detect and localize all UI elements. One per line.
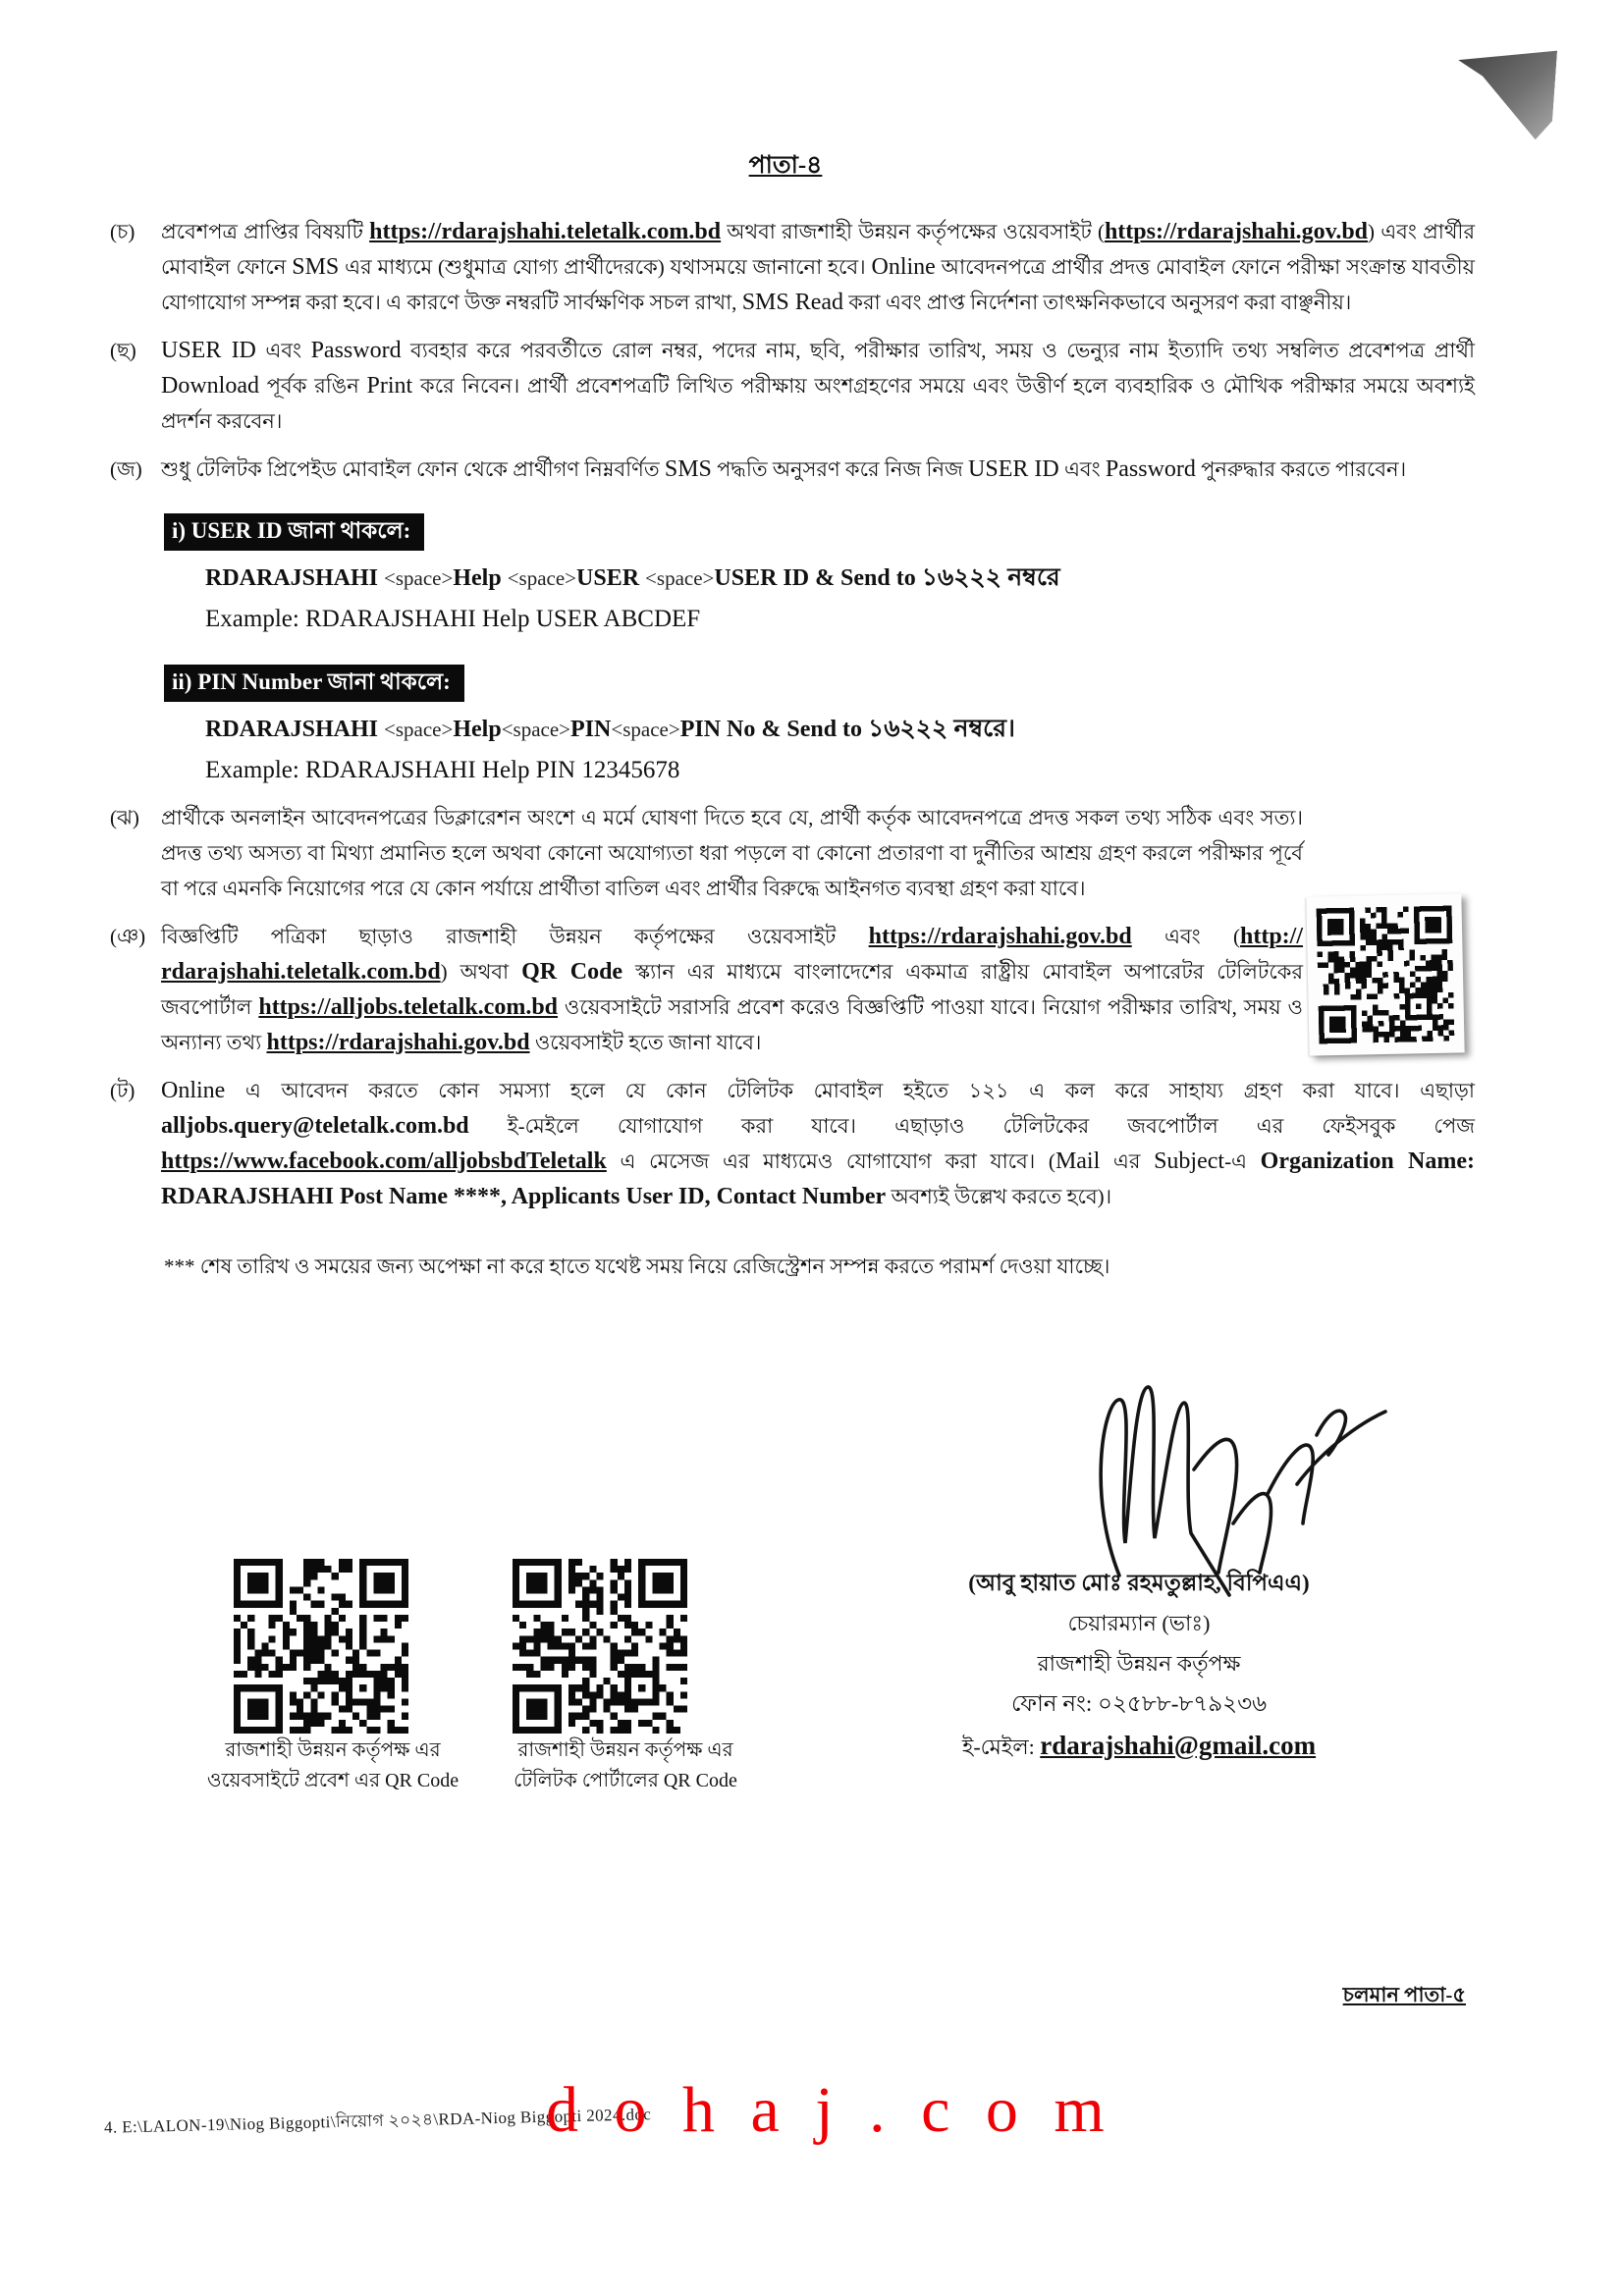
paragraph-label: (ট) <box>110 1079 135 1102</box>
pin-known-heading: ii) PIN Number জানা থাকলে: <box>164 665 464 702</box>
teletalk-qr-caption: রাজশাহী উন্নয়ন কর্তৃপক্ষ এর টেলিটক পোর্টালের QR Code <box>514 1739 737 1791</box>
sms-format-pin: RDARAJSHAHI <space>Help<space>PIN<space>PIN No & Send to ১৬২২২ নম্বরে। <box>205 716 1015 742</box>
paragraph-text: শুধু টেলিটক প্রিপেইড মোবাইল ফোন থেকে প্রার্থীগণ নিম্নবর্ণিত SMS পদ্ধতি অনুসরণ করে নিজ নিজ USER ID এবং Password পুনরুদ্ধার করতে পারবেন। <box>161 456 1407 482</box>
paragraph-label: (জ) <box>110 457 142 481</box>
paragraph-text: USER ID এবং Password ব্যবহার করে পরবর্তীতে রোল নম্বর, পদের নাম, ছবি, পরীক্ষার তারিখ, সময় ও ভেন্যুর নাম ইত্যাদি তথ্য সম্বলিত প্রবেশপত্র প্রার্থী Download পূর্বক রঙিন Print করে নিবেন। প্রার্থী প্রবেশপত্রটি লিখিত পরীক্ষায় অংশগ্রহণের সময়ে এবং উত্তীর্ণ হলে ব্যবহারিক ও মৌখিক পরীক্ষার সময়ে অবশ্যই প্রদর্শন করবেন। <box>161 338 1476 433</box>
qr-code <box>1317 904 1455 1046</box>
signatory-phone: ফোন নং: ০২৫৮৮-৮৭৯২৩৬ <box>1010 1691 1268 1716</box>
notice-qr-sticker <box>1306 893 1464 1055</box>
page-title: পাতা-৪ <box>748 152 823 179</box>
signature-block <box>864 1392 1414 1769</box>
signatory-name: (আবু হায়াত মোঃ রহমতুল্লাহ, বিপিএএ) <box>968 1571 1310 1595</box>
paragraph-nya <box>110 919 1475 1060</box>
email-address: rdarajshahi@gmail.com <box>1040 1731 1317 1760</box>
website-qr-code-image <box>234 1559 408 1734</box>
signatory-email-line <box>864 1724 1414 1769</box>
qr-code <box>513 1559 687 1734</box>
website-qr-caption: রাজশাহী উন্নয়ন কর্তৃপক্ষ এর ওয়েবসাইটে প্রবেশ এর QR Code <box>206 1739 460 1791</box>
registration-advice-note: *** শেষ তারিখ ও সময়ের জন্য অপেক্ষা না করে হাতে যথেষ্ট সময় নিয়ে রেজিস্ট্রেশন সম্পন্ন করতে পরামর্শ দেওয়া যাচ্ছে। <box>164 1255 1110 1278</box>
paragraph-text: বিজ্ঞপ্তিটি পত্রিকা ছাড়াও রাজশাহী উন্নয়ন কর্তৃপক্ষের ওয়েবসাইট https://rdarajshahi.gov.bd এবং (http:// rdarajshahi.teletalk.com.bd) অথবা QR Code স্ক্যান এর মাধ্যমে বাংলাদেশের একমাত্র রাষ্ট্রীয় মোবাইল অপারেটর টেলিটকের জবপোর্টাল https://alljobs.teletalk.com.bd ওয়েবসাইটে সরাসরি প্রবেশ করেও বিজ্ঞপ্তিটি পাওয়া যাবে। নিয়োগ পরীক্ষার তারিখ, সময় ও অন্যান্য তথ্য https://rdarajshahi.gov.bd ওয়েবসাইট হতে জানা যাবে। <box>161 924 1304 1055</box>
email-label: ই-মেইল: <box>961 1735 1041 1759</box>
user-id-known-heading: i) USER ID জানা থাকলে: <box>164 513 424 551</box>
paragraph-ta <box>110 1073 1475 1214</box>
paragraph-label: (ঝ) <box>110 806 139 829</box>
paragraph-jha <box>110 800 1475 906</box>
paragraph-label: (চ) <box>110 220 135 243</box>
dohaj-watermark: d o h a j . c o m <box>546 2074 1114 2146</box>
paragraph-text: Online এ আবেদন করতে কোন সমস্যা হলে যে কোন টেলিটক মোবাইল হইতে ১২১ এ কল করে সাহায্য গ্রহণ করা যাবে। এছাড়া alljobs.query@teletalk.com.bd ই-মেইলে যোগাযোগ করা যাবে। এছাড়াও টেলিটকের জবপোর্টাল এর ফেইসবুক পেজ https://www.facebook.com/alljobsbdTeletalk এ মেসেজ এর মাধ্যমেও যোগাযোগ করা যাবে। (Mail এর Subject-এ Organization Name: RDARAJSHAHI Post Name ****, Applicants User ID, Contact Number অবশ্যই উল্লেখ করতে হবে)। <box>161 1078 1476 1209</box>
document-file-path: 4. E:\LALON-19\Niog Biggopti\নিয়োগ ২০২৪\RDA-Niog Biggopti 2024.doc <box>103 2105 652 2137</box>
teletalk-qr-code-image <box>513 1559 687 1734</box>
paragraph-chha <box>110 333 1475 439</box>
paragraph-label: (ঞ) <box>110 925 146 948</box>
paragraph-label: (ছ) <box>110 339 136 362</box>
scan-corner-artifact <box>1453 44 1557 141</box>
paragraph-ja <box>110 452 1475 488</box>
sms-format-user-id: RDARAJSHAHI <space>Help <space>USER <space>USER ID & Send to ১৬২২২ নম্বরে <box>205 564 1060 591</box>
sms-help-user-id <box>164 513 1475 790</box>
notice-body <box>110 214 1475 1283</box>
paragraph-text: প্রার্থীকে অনলাইন আবেদনপত্রের ডিক্লারেশন অংশে এ মর্মে ঘোষণা দিতে হবে যে, প্রার্থী কর্তৃক আবেদনপত্রে প্রদত্ত সকল তথ্য সঠিক এবং সত্য। প্রদত্ত তথ্য অসত্য বা মিথ্যা প্রমানিত হলে অথবা কোনো অযোগ্যতা ধরা পড়লে বা কোনো প্রতারণা বা দুর্নীতির আশ্রয় গ্রহণ করলে পরীক্ষার পূর্বে বা পরে এমনকি নিয়োগের পরে যে কোন পর্যায়ে প্রার্থীতা বাতিল এবং প্রার্থীর বিরুদ্ধে আইনগত ব্যবস্থা গ্রহণ করা যাবে। <box>161 806 1303 900</box>
sms-example-user-id: Example: RDARAJSHAHI Help USER ABCDEF <box>205 606 701 632</box>
paragraph-text: প্রবেশপত্র প্রাপ্তির বিষয়টি https://rdarajshahi.teletalk.com.bd অথবা রাজশাহী উন্নয়ন কর্তৃপক্ষের ওয়েবসাইট (https://rdarajshahi.gov.bd) এবং প্রার্থীর মোবাইল ফোনে SMS এর মাধ্যমে (শুধুমাত্র যোগ্য প্রার্থীদেরকে) যথাসময়ে জানানো হবে। Online আবেদনপত্রে প্রার্থীর প্রদত্ত মোবাইল ফোনে পরীক্ষা সংক্রান্ত যাবতীয় যোগাযোগ সম্পন্ন করা হবে। এ কারণে উক্ত নম্বরটি সার্বক্ষণিক সচল রাখা, SMS Read করা এবং প্রাপ্ত নির্দেশনা তাৎক্ষনিকভাবে অনুসরণ করা বাঞ্ছনীয়। <box>161 219 1475 315</box>
qr-code <box>234 1559 408 1734</box>
signatory-organization: রাজশাহী উন্নয়ন কর্তৃপক্ষ <box>1037 1651 1241 1676</box>
signatory-designation: চেয়ারম্যান (ভাঃ) <box>1067 1611 1211 1635</box>
continuation-page-label: চলমান পাতা-৫ <box>1342 1983 1466 2006</box>
sms-example-pin: Example: RDARAJSHAHI Help PIN 12345678 <box>205 757 680 783</box>
paragraph-cha <box>110 214 1475 320</box>
